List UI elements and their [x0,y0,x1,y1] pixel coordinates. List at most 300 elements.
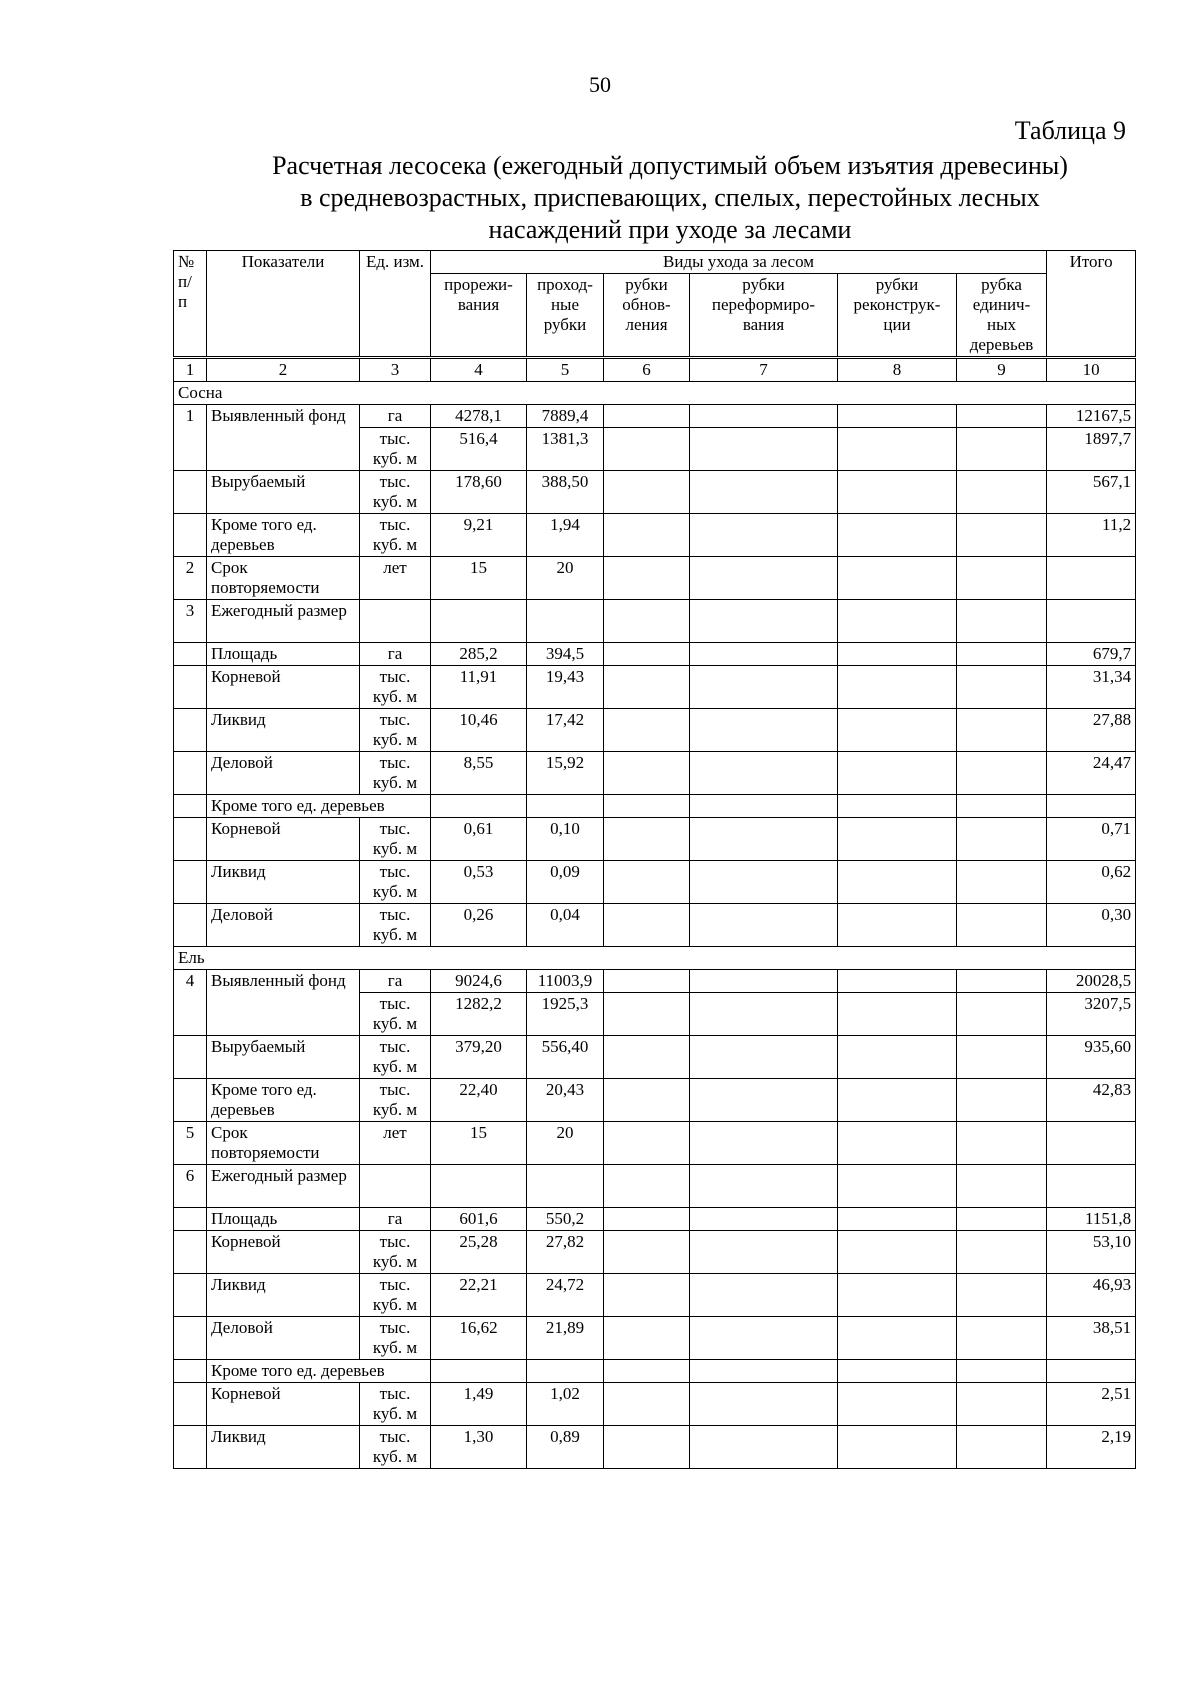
empty-cell [431,795,527,818]
value-passage-cutting: 19,43 [527,666,604,709]
empty-cell [690,514,838,557]
empty-cell [690,1383,838,1426]
value-thinning: 0,53 [431,861,527,904]
empty-cell [174,861,207,904]
fund-row [174,970,1136,993]
empty-cell [957,795,1047,818]
unit-label: тыс. куб. м [360,993,431,1036]
empty-cell [604,795,690,818]
unit-label: лет [360,557,431,600]
unit-label: тыс. куб. м [360,1231,431,1274]
empty-cell [957,1079,1047,1122]
value-passage-cutting: 7889,4 [527,405,604,428]
empty-cell [838,1036,957,1079]
empty-cell [838,643,957,666]
value-total: 3207,5 [1047,993,1136,1036]
empty-cell [957,818,1047,861]
column-index-row [174,358,1136,382]
header-num: № п/ п [174,251,207,358]
empty-cell [957,752,1047,795]
empty-cell [690,904,838,947]
column-index: 3 [360,358,431,382]
fund-row [174,405,1136,428]
empty-cell [604,471,690,514]
column-index: 6 [604,358,690,382]
value-thinning: 4278,1 [431,405,527,428]
empty-cell [838,970,957,993]
empty-cell [957,666,1047,709]
harvest-table [173,250,1136,1469]
single-item-row [174,904,1136,947]
empty-cell [604,1079,690,1122]
empty-cell [838,1208,957,1231]
value-thinning: 16,62 [431,1317,527,1360]
value-total: 0,30 [1047,904,1136,947]
indicator-label: Деловой [207,752,360,795]
empty-cell [690,861,838,904]
empty-cell [604,428,690,471]
indicator-label: Кроме того ед. деревьев [207,514,360,557]
title-line: в средневозрастных, приспевающих, спелых, перестойных лесных [300,183,1040,212]
empty-cell [604,818,690,861]
empty-cell [957,405,1047,428]
indicator-label: Вырубаемый [207,1036,360,1079]
value-thinning: 22,40 [431,1079,527,1122]
header-type: прорежи-вания [431,274,527,358]
empty-cell [690,1426,838,1469]
empty-cell [174,1383,207,1426]
empty-cell [838,1360,957,1383]
single-trees-row [174,1360,1136,1383]
value-passage-cutting: 0,10 [527,818,604,861]
value-total: 11,2 [1047,514,1136,557]
empty-cell [690,993,838,1036]
value-total: 20028,5 [1047,970,1136,993]
unit-label: тыс. куб. м [360,1036,431,1079]
value-thinning: 1282,2 [431,993,527,1036]
value-total: 27,88 [1047,709,1136,752]
empty-cell [957,1360,1047,1383]
empty-cell [690,428,838,471]
unit-label: тыс. куб. м [360,861,431,904]
header-row [174,251,1136,274]
empty-cell [174,1317,207,1360]
value-total: 12167,5 [1047,405,1136,428]
row-number: 4 [174,970,207,1036]
row-number: 3 [174,600,207,643]
empty-cell [604,993,690,1036]
column-index: 5 [527,358,604,382]
value-total: 0,71 [1047,818,1136,861]
unit-label: тыс. куб. м [360,709,431,752]
value-total: 53,10 [1047,1231,1136,1274]
empty-cell [690,405,838,428]
value-thinning: 178,60 [431,471,527,514]
value-total: 2,51 [1047,1383,1136,1426]
value-thinning: 1,49 [431,1383,527,1426]
value-passage-cutting: 0,04 [527,904,604,947]
empty-cell [957,1165,1047,1208]
empty-cell [604,1383,690,1426]
single-item-row [174,818,1136,861]
value-passage-cutting: 1381,3 [527,428,604,471]
empty-cell [838,709,957,752]
table-label: Таблица 9 [1014,116,1126,145]
empty-cell [1047,1360,1136,1383]
indicator-label: Площадь [207,643,360,666]
empty-cell [690,1165,838,1208]
indicator-label: Ежегодный размер [207,1165,360,1208]
empty-cell [174,471,207,514]
value-total: 1897,7 [1047,428,1136,471]
annual-item-row [174,709,1136,752]
value-passage-cutting: 556,40 [527,1036,604,1079]
value-passage-cutting: 20,43 [527,1079,604,1122]
empty-cell [604,1208,690,1231]
empty-cell [604,1274,690,1317]
column-index: 7 [690,358,838,382]
value-passage-cutting: 24,72 [527,1274,604,1317]
indicator-label: Деловой [207,904,360,947]
empty-cell [174,709,207,752]
unit-label: тыс. куб. м [360,752,431,795]
header-unit: Ед. изм. [360,251,431,358]
empty-cell [957,904,1047,947]
value-passage-cutting: 0,89 [527,1426,604,1469]
unit-label: тыс. куб. м [360,471,431,514]
empty-cell [604,709,690,752]
header-type: рубки обнов-ления [604,274,690,358]
subsection-label: Кроме того ед. деревьев [207,795,431,818]
empty-cell [604,1317,690,1360]
empty-cell [1047,795,1136,818]
value-total: 46,93 [1047,1274,1136,1317]
value-total: 1151,8 [1047,1208,1136,1231]
header-type: рубки переформиро-вания [690,274,838,358]
empty-cell [957,709,1047,752]
empty-cell [690,818,838,861]
unit-label: га [360,405,431,428]
value-thinning: 516,4 [431,428,527,471]
annual-row [174,1165,1136,1208]
page-number: 50 [589,72,611,97]
empty-cell [604,1122,690,1165]
empty-cell [690,752,838,795]
indicator-label: Деловой [207,1317,360,1360]
empty-cell [690,709,838,752]
unit-label: тыс. куб. м [360,1317,431,1360]
empty-cell [957,1317,1047,1360]
value-total: 679,7 [1047,643,1136,666]
empty-cell [690,1231,838,1274]
single-item-row [174,1426,1136,1469]
empty-cell [838,471,957,514]
header-group: Виды ухода за лесом [431,251,1047,274]
value-total: 0,62 [1047,861,1136,904]
empty-cell [174,666,207,709]
species-row [174,947,1136,970]
empty-cell [604,600,690,643]
value-total [1047,557,1136,600]
column-index: 2 [207,358,360,382]
empty-cell [957,1208,1047,1231]
empty-cell [174,1231,207,1274]
period-row [174,1122,1136,1165]
empty-cell [838,600,957,643]
empty-cell [604,405,690,428]
value-passage-cutting: 388,50 [527,471,604,514]
empty-cell [838,904,957,947]
empty-cell [690,1208,838,1231]
annual-item-row [174,1274,1136,1317]
unit-label: га [360,1208,431,1231]
empty-cell [838,1383,957,1426]
empty-cell [957,1122,1047,1165]
single-item-row [174,1383,1136,1426]
column-index: 8 [838,358,957,382]
empty-cell [957,600,1047,643]
value-thinning: 379,20 [431,1036,527,1079]
value-passage-cutting: 394,5 [527,643,604,666]
empty-cell [838,514,957,557]
indicator-label: Корневой [207,1383,360,1426]
empty-cell [604,904,690,947]
header-type: рубки реконструк-ции [838,274,957,358]
empty-cell [838,1426,957,1469]
column-index: 9 [957,358,1047,382]
column-index: 1 [174,358,207,382]
table-row [174,514,1136,557]
value-passage-cutting: 21,89 [527,1317,604,1360]
unit-label: тыс. куб. м [360,514,431,557]
empty-cell [690,1122,838,1165]
indicator-label: Кроме того ед. деревьев [207,1079,360,1122]
empty-cell [957,1274,1047,1317]
empty-cell [957,1383,1047,1426]
value-passage-cutting: 20 [527,1122,604,1165]
empty-cell [174,904,207,947]
empty-cell [957,993,1047,1036]
value-thinning: 22,21 [431,1274,527,1317]
empty-cell [174,1426,207,1469]
empty-cell [690,1036,838,1079]
single-item-row [174,861,1136,904]
table-row [174,1079,1136,1122]
value-total [1047,1122,1136,1165]
table-row [174,471,1136,514]
unit-label: га [360,643,431,666]
value-total: 42,83 [1047,1079,1136,1122]
empty-cell [360,1165,431,1208]
indicator-label: Ликвид [207,709,360,752]
value-thinning: 15 [431,557,527,600]
empty-cell [838,666,957,709]
value-total: 38,51 [1047,1317,1136,1360]
empty-cell [431,600,527,643]
indicator-label: Вырубаемый [207,471,360,514]
empty-cell [838,861,957,904]
empty-cell [690,471,838,514]
annual-item-row [174,666,1136,709]
subsection-label: Кроме того ед. деревьев [207,1360,431,1383]
empty-cell [957,643,1047,666]
empty-cell [957,428,1047,471]
empty-cell [690,600,838,643]
unit-label: га [360,970,431,993]
empty-cell [527,1360,604,1383]
empty-cell [174,752,207,795]
empty-cell [957,557,1047,600]
empty-cell [604,557,690,600]
indicator-label: Ликвид [207,861,360,904]
empty-cell [431,1165,527,1208]
row-number: 2 [174,557,207,600]
value-thinning: 9024,6 [431,970,527,993]
value-passage-cutting: 15,92 [527,752,604,795]
empty-cell [957,1036,1047,1079]
empty-cell [174,643,207,666]
empty-cell [174,1208,207,1231]
empty-cell [838,818,957,861]
value-thinning: 10,46 [431,709,527,752]
empty-cell [690,1360,838,1383]
empty-cell [690,1079,838,1122]
species-label: Сосна [174,382,1136,405]
empty-cell [604,752,690,795]
title-line: насаждений при уходе за лесами [488,215,852,244]
empty-cell [690,666,838,709]
empty-cell [838,795,957,818]
empty-cell [174,795,207,818]
unit-label: тыс. куб. м [360,1383,431,1426]
value-thinning: 601,6 [431,1208,527,1231]
empty-cell [604,666,690,709]
empty-cell [604,1036,690,1079]
header-type: рубка единич-ных деревьев [957,274,1047,358]
value-passage-cutting: 27,82 [527,1231,604,1274]
empty-cell [604,1426,690,1469]
value-total: 24,47 [1047,752,1136,795]
empty-cell [604,514,690,557]
value-total: 567,1 [1047,471,1136,514]
unit-label: тыс. куб. м [360,818,431,861]
indicator-label: Ликвид [207,1274,360,1317]
value-passage-cutting: 1925,3 [527,993,604,1036]
empty-cell [174,1079,207,1122]
indicator-label: Ликвид [207,1426,360,1469]
indicator-label: Выявленный фонд [207,405,360,471]
indicator-label: Срок повторяемости [207,1122,360,1165]
unit-label: тыс. куб. м [360,1274,431,1317]
empty-cell [604,1360,690,1383]
empty-cell [527,795,604,818]
value-total: 31,34 [1047,666,1136,709]
empty-cell [360,600,431,643]
empty-cell [838,1317,957,1360]
empty-cell [690,1317,838,1360]
annual-item-row [174,643,1136,666]
value-passage-cutting: 0,09 [527,861,604,904]
indicator-label: Корневой [207,666,360,709]
value-total: 2,19 [1047,1426,1136,1469]
empty-cell [838,1165,957,1208]
unit-label: тыс. куб. м [360,428,431,471]
species-label: Ель [174,947,1136,970]
indicator-label: Корневой [207,1231,360,1274]
value-passage-cutting: 17,42 [527,709,604,752]
annual-item-row [174,1317,1136,1360]
value-thinning: 8,55 [431,752,527,795]
empty-cell [690,1274,838,1317]
value-passage-cutting: 20 [527,557,604,600]
indicator-label: Выявленный фонд [207,970,360,1036]
annual-row [174,600,1136,643]
empty-cell [604,643,690,666]
empty-cell [838,752,957,795]
empty-cell [690,795,838,818]
value-thinning: 0,26 [431,904,527,947]
header-type: проход-ные рубки [527,274,604,358]
empty-cell [690,643,838,666]
empty-cell [957,471,1047,514]
value-thinning: 25,28 [431,1231,527,1274]
empty-cell [1047,600,1136,643]
column-index: 10 [1047,358,1136,382]
empty-cell [838,1122,957,1165]
value-thinning: 9,21 [431,514,527,557]
empty-cell [174,818,207,861]
table-title [210,150,1130,246]
row-number: 5 [174,1122,207,1165]
single-trees-row [174,795,1136,818]
empty-cell [604,861,690,904]
unit-label: тыс. куб. м [360,666,431,709]
empty-cell [1047,1165,1136,1208]
annual-item-row [174,1231,1136,1274]
value-thinning: 15 [431,1122,527,1165]
title-line: Расчетная лесосека (ежегодный допустимый объем изъятия древесины) [272,151,1068,180]
indicator-label: Срок повторяемости [207,557,360,600]
empty-cell [527,1165,604,1208]
value-passage-cutting: 1,02 [527,1383,604,1426]
empty-cell [431,1360,527,1383]
empty-cell [838,1231,957,1274]
value-passage-cutting: 1,94 [527,514,604,557]
header-indicator: Показатели [207,251,360,358]
empty-cell [604,1165,690,1208]
column-index: 4 [431,358,527,382]
value-passage-cutting: 550,2 [527,1208,604,1231]
empty-cell [527,600,604,643]
empty-cell [838,993,957,1036]
empty-cell [957,861,1047,904]
empty-cell [838,1079,957,1122]
empty-cell [174,514,207,557]
annual-item-row [174,752,1136,795]
value-thinning: 0,61 [431,818,527,861]
indicator-label: Корневой [207,818,360,861]
annual-item-row [174,1208,1136,1231]
empty-cell [957,514,1047,557]
value-passage-cutting: 11003,9 [527,970,604,993]
value-total: 935,60 [1047,1036,1136,1079]
empty-cell [174,1274,207,1317]
unit-label: тыс. куб. м [360,1426,431,1469]
empty-cell [957,1426,1047,1469]
empty-cell [690,557,838,600]
row-number: 1 [174,405,207,471]
species-row [174,382,1136,405]
